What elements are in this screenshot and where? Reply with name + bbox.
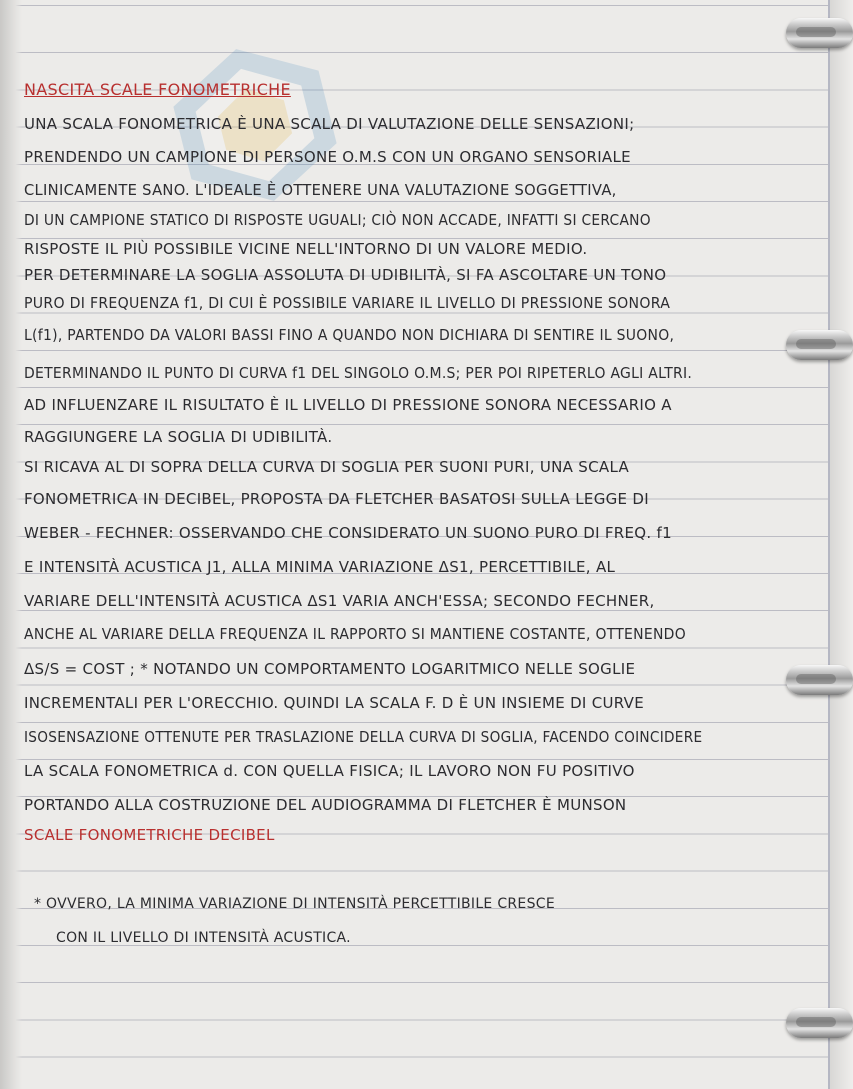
note-line-13: FONOMETRICA IN DECIBEL, PROPOSTA DA FLETCHER BASATOSI SULLA LEGGE DI [24, 490, 649, 508]
note-line-11: RAGGIUNGERE LA SOGLIA DI UDIBILITÀ. [24, 428, 333, 446]
note-line-21: LA SCALA FONOMETRICA d. CON QUELLA FISICA; IL LAVORO NON FU POSITIVO [24, 762, 635, 780]
note-line-14: WEBER - FECHNER: OSSERVANDO CHE CONSIDERATO UN SUONO PURO DI FREQ. f1 [24, 524, 672, 542]
note-line-4: DI UN CAMPIONE STATICO DI RISPOSTE UGUALI; CIÒ NON ACCADE, INFATTI SI CERCANO [24, 211, 651, 229]
note-line-5: RISPOSTE IL PIÙ POSSIBILE VICINE NELL'INTORNO DI UN VALORE MEDIO. [24, 240, 588, 258]
note-line-20: ISOSENSAZIONE OTTENUTE PER TRASLAZIONE DELLA CURVA DI SOGLIA, FACENDO COINCIDERE [24, 728, 703, 746]
section-subheading: SCALE FONOMETRICHE DECIBEL [24, 826, 275, 844]
note-line-12: SI RICAVA AL DI SOPRA DELLA CURVA DI SOGLIA PER SUONI PURI, UNA SCALA [24, 458, 630, 476]
note-line-10: AD INFLUENZARE IL RISULTATO È IL LIVELLO DI PRESSIONE SONORA NECESSARIO A [24, 396, 672, 414]
page-left-shadow [0, 0, 22, 1089]
footnote-line-1: * OVVERO, LA MINIMA VARIAZIONE DI INTENSITÀ PERCETTIBILE CRESCE [34, 896, 555, 912]
footnote-line-2: CON IL LIVELLO DI INTENSITÀ ACUSTICA. [56, 930, 351, 946]
note-line-6: PER DETERMINARE LA SOGLIA ASSOLUTA DI UDIBILITÀ, SI FA ASCOLTARE UN TONO [24, 266, 667, 284]
note-line-15: E INTENSITÀ ACUSTICA J1, ALLA MINIMA VARIAZIONE ΔS1, PERCETTIBILE, AL [24, 558, 616, 576]
note-line-1: UNA SCALA FONOMETRICA È UNA SCALA DI VALUTAZIONE DELLE SENSAZIONI; [24, 115, 635, 133]
note-line-19: INCREMENTALI PER L'ORECCHIO. QUINDI LA SCALA F. D È UN INSIEME DI CURVE [24, 694, 645, 712]
binder-ring-bottom [786, 1008, 853, 1038]
note-line-17: ANCHE AL VARIARE DELLA FREQUENZA IL RAPPORTO SI MANTIENE COSTANTE, OTTENENDO [24, 625, 686, 643]
binder-ring-upper [786, 330, 853, 360]
note-line-9: DETERMINANDO IL PUNTO DI CURVA f1 DEL SINGOLO O.M.S; PER POI RIPETERLO AGLI ALTRI. [24, 364, 693, 382]
note-line-8: L(f1), PARTENDO DA VALORI BASSI FINO A QUANDO NON DICHIARA DI SENTIRE IL SUONO, [24, 326, 675, 344]
notes-title: NASCITA SCALE FONOMETRICHE [24, 80, 291, 99]
binder-strip [830, 0, 853, 1089]
note-line-18: ΔS/S = COST ; * NOTANDO UN COMPORTAMENTO LOGARITMICO NELLE SOGLIE [24, 660, 636, 678]
note-line-3: CLINICAMENTE SANO. L'IDEALE È OTTENERE UNA VALUTAZIONE SOGGETTIVA, [24, 181, 617, 199]
binder-ring-top [786, 18, 853, 48]
note-line-16: VARIARE DELL'INTENSITÀ ACUSTICA ΔS1 VARIA ANCH'ESSA; SECONDO FECHNER, [24, 592, 655, 610]
note-line-7: PURO DI FREQUENZA f1, DI CUI È POSSIBILE VARIARE IL LIVELLO DI PRESSIONE SONORA [24, 294, 671, 312]
note-line-22: PORTANDO ALLA COSTRUZIONE DEL AUDIOGRAMMA DI FLETCHER È MUNSON [24, 796, 627, 814]
note-line-2: PRENDENDO UN CAMPIONE DI PERSONE O.M.S CON UN ORGANO SENSORIALE [24, 148, 631, 166]
